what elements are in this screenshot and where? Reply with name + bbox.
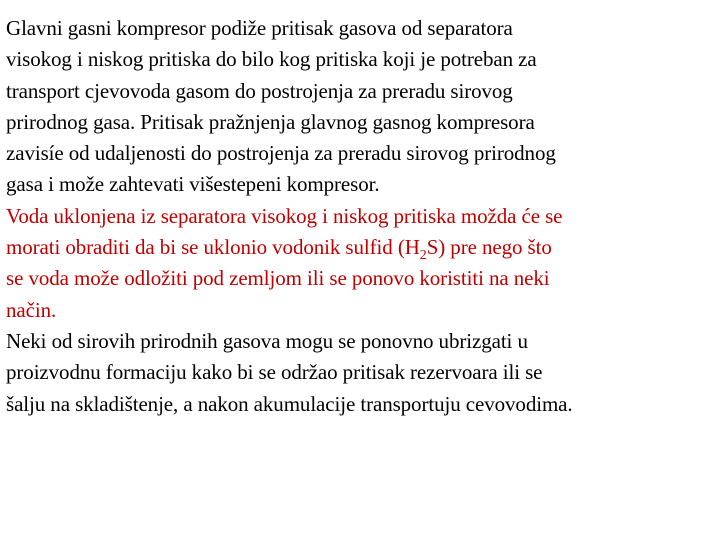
paragraph-compressor xyxy=(6,13,718,201)
subscript-2: 2 xyxy=(419,248,427,264)
text-line: gasa i može zahtevati višestepeni kompresor. xyxy=(6,172,380,197)
text-line: se voda može odložiti pod zemljom ili se ponovo koristiti na neki xyxy=(6,266,550,291)
text-block xyxy=(6,13,718,420)
text-line-with-formula xyxy=(6,232,718,263)
text-line: transport cjevovoda gasom do postrojenja za preradu sirovog xyxy=(6,78,513,103)
text-line: proizvodnu formaciju kako bi se održao pritisak rezervoara ili se xyxy=(6,360,543,385)
text-line: Glavni gasni kompresor podiže pritisak gasova od separatora xyxy=(6,16,513,40)
text-line: Neki od sirovih prirodnih gasova mogu se ponovno ubrizgati u xyxy=(6,328,528,353)
text-fragment: morati obraditi da bi se uklonio vodonik sulfid (H xyxy=(6,235,420,260)
text-fragment: S) pre nego što xyxy=(426,235,552,260)
text-line: Voda uklonjena iz separatora visokog i niskog pritiska možda ćе se xyxy=(6,203,563,228)
paragraph-reinjection xyxy=(6,326,718,420)
text-line: zavisíe od udaljenosti do postrojenja za preradu sirovog prirodnog xyxy=(6,141,556,166)
text-line: šalju na skladištenje, a nakon akumulacije transportuju cevovodima. xyxy=(6,391,573,416)
text-line: prirodnog gasa. Pritisak pražnjenja glavnog gasnog kompresora xyxy=(6,109,535,134)
paragraph-water-treatment xyxy=(6,201,718,326)
text-line: visokog i niskog pritiska do bilo kog pritiska koji je potreban za xyxy=(6,47,537,72)
text-line: način. xyxy=(6,297,57,322)
